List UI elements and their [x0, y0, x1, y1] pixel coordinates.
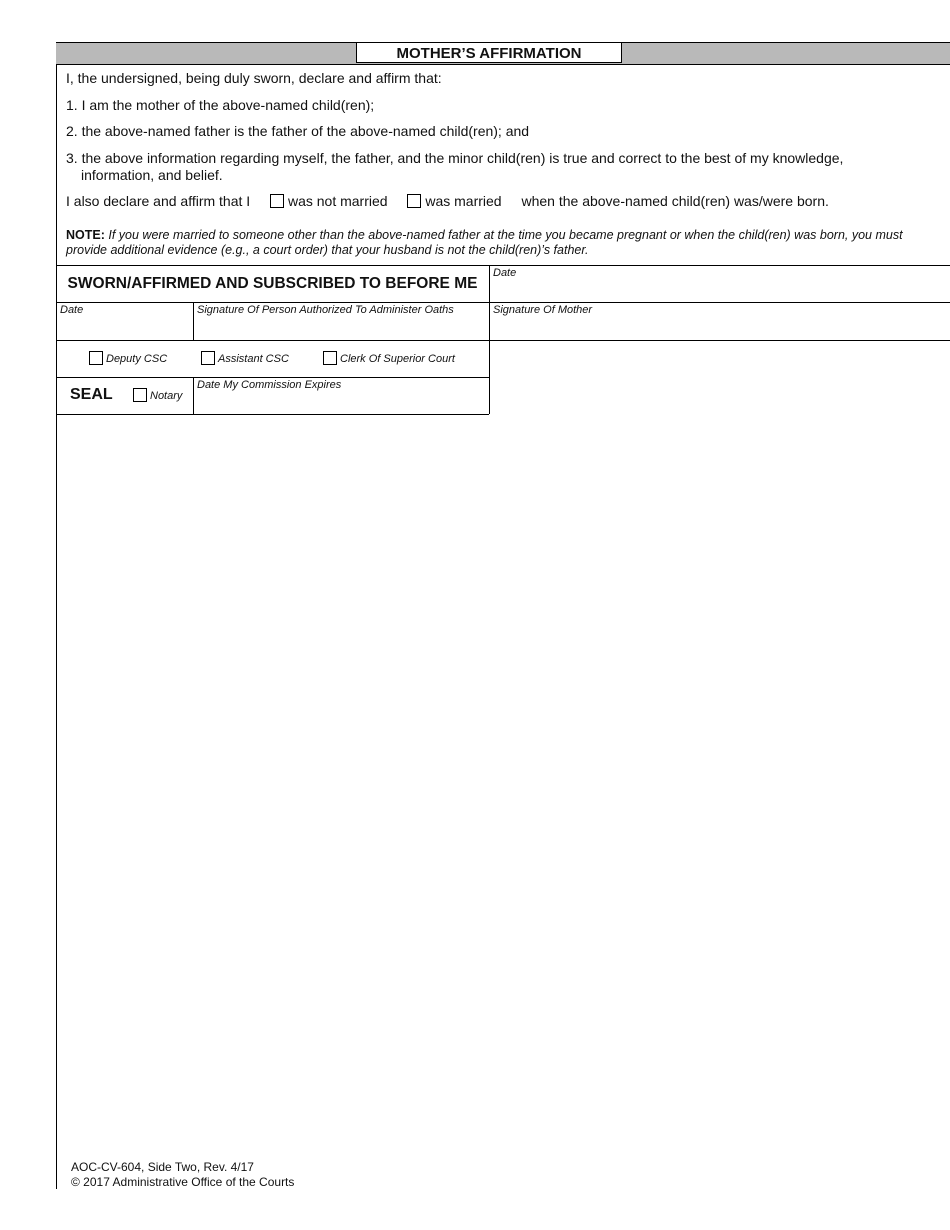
grid-line [56, 340, 950, 341]
grid-line [56, 414, 489, 415]
statement-2: 2. the above-named father is the father of the above-named child(ren); and [66, 123, 530, 139]
date-field-left[interactable]: Date [60, 304, 84, 316]
note-label: NOTE: [66, 228, 105, 242]
statement-3: 3. the above information regarding myself, the father, and the minor child(ren) is true and correct to the best of my knowledge, information, and belief. [66, 150, 844, 183]
married-checkbox[interactable] [407, 194, 421, 208]
grid-line [193, 377, 194, 414]
assistant-csc-label: Assistant CSC [218, 353, 289, 365]
assistant-csc-option [201, 351, 289, 365]
clerk-superior-court-option [323, 351, 455, 365]
note-block [66, 228, 926, 258]
note-text: If you were married to someone other than the above-named father at the time you became pregnant or when the child(ren) was born, you must provide additional evidence (e.g., a court order) that your husband is not the child(ren)’s father. [66, 228, 903, 257]
grid-line [56, 302, 950, 303]
commission-expires-field[interactable]: Date My Commission Expires [197, 379, 342, 391]
notary-checkbox[interactable] [133, 388, 147, 402]
grid-line [193, 302, 194, 340]
form-left-border [56, 42, 57, 1189]
deputy-csc-option [89, 351, 167, 365]
statement-1: 1. I am the mother of the above-named child(ren); [66, 97, 375, 113]
section-title: MOTHER’S AFFIRMATION [356, 42, 622, 63]
grid-line [56, 377, 489, 378]
mother-signature-field[interactable]: Signature Of Mother [493, 304, 593, 316]
deputy-csc-label: Deputy CSC [106, 353, 168, 365]
marital-declaration [66, 193, 829, 210]
declaration-suffix: when the above-named child(ren) was/were born. [521, 193, 829, 209]
affirmation-intro: I, the undersigned, being duly sworn, declare and affirm that: [66, 70, 442, 86]
official-signature-field[interactable]: Signature Of Person Authorized To Administer Oaths [197, 304, 454, 316]
married-label: was married [425, 193, 502, 209]
copyright: © 2017 Administrative Office of the Courts [71, 1175, 295, 1189]
clerk-superior-court-label: Clerk Of Superior Court [340, 353, 455, 365]
clerk-superior-court-checkbox[interactable] [323, 351, 337, 365]
not-married-checkbox[interactable] [270, 194, 284, 208]
form-id: AOC-CV-604, Side Two, Rev. 4/17 [71, 1160, 254, 1174]
form-footer [71, 1160, 294, 1190]
notary-option [133, 388, 182, 402]
not-married-label: was not married [287, 193, 388, 209]
grid-line [489, 265, 490, 414]
assistant-csc-checkbox[interactable] [201, 351, 215, 365]
notary-label: Notary [150, 390, 183, 402]
declaration-prefix: I also declare and affirm that I [66, 193, 251, 209]
date-field-right[interactable]: Date [493, 267, 517, 279]
seal-label: SEAL [70, 386, 113, 403]
deputy-csc-checkbox[interactable] [89, 351, 103, 365]
sworn-heading: SWORN/AFFIRMED AND SUBSCRIBED TO BEFORE ME [67, 275, 478, 292]
